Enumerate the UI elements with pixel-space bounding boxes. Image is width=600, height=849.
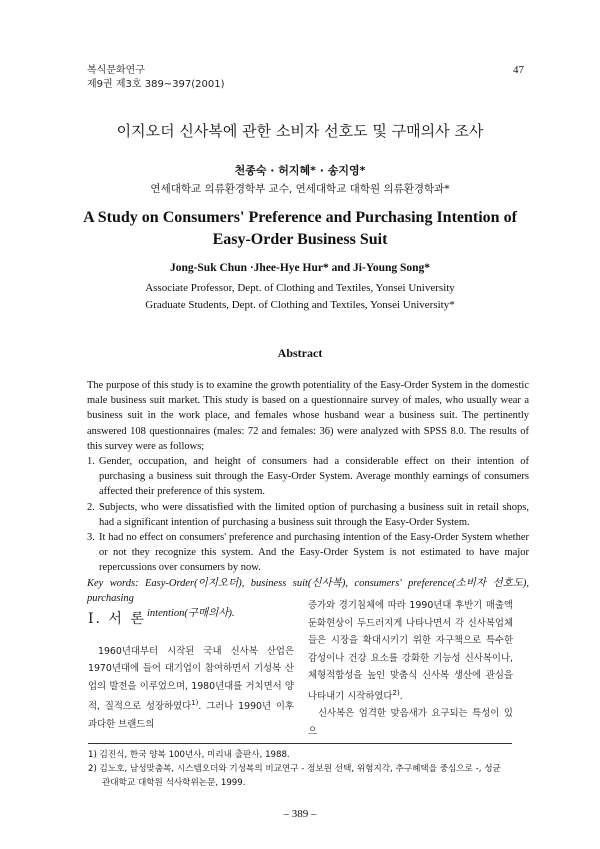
section-heading: I. 서 론 xyxy=(88,611,146,627)
abstract-heading: Abstract xyxy=(277,346,323,360)
journal-volume: 제9권 제3호 389~397(2001) xyxy=(87,79,225,90)
findings-list xyxy=(87,454,529,576)
english-title xyxy=(60,207,540,251)
footnote-2: 2) 김노호, 남성맞춤복, 시스템오더와 기성복의 비교연구 - 정보원 선택, 위험지각, 추구혜택을 중심으로 -, 성균 xyxy=(88,764,501,774)
finding-item: 1. Gender, occupation, and height of consumers had a considerable effect on their intention of purchasing a business suit through the Easy-Order System. Average monthly earnings of consumers affected their preference of this system. xyxy=(87,456,529,498)
footnote-divider xyxy=(88,743,512,744)
keywords-line2: intention(구매의사). xyxy=(147,608,235,620)
keywords-line1: Key words: Easy-Order(이지오더), business suit(신사복), consumers' preference(소비자 선호도), purchasing xyxy=(87,577,529,604)
journal-header xyxy=(87,64,225,92)
abstract-body xyxy=(87,378,529,621)
korean-authors: 천종숙 · 허지혜* · 송지영* xyxy=(234,164,366,177)
footnote-ref: 2) xyxy=(392,688,400,697)
english-authors: Jong-Suk Chun ·Jhee-Hye Hur* and Ji-Young Song* xyxy=(169,262,431,274)
korean-title: 이지오더 신사복에 관한 소비자 선호도 및 구매의사 조사 xyxy=(116,122,484,140)
finding-item: 2. Subjects, who were dissatisfied with the limited option of purchasing a business suit in retail shops, had a significant intention of purchasing a business suit through the Easy-Order System. xyxy=(87,501,529,528)
footnote-1: 1) 김진식, 한국 양복 100년사, 미리내 출판사, 1988. xyxy=(88,750,290,760)
english-title-line2: Easy-Order Business Suit xyxy=(212,231,388,248)
footnote-2-cont: 관대학교 대학원 석사학위논문, 1999. xyxy=(102,778,246,788)
footnotes xyxy=(88,748,512,790)
body-column-left xyxy=(88,597,294,733)
abstract-intro: The purpose of this study is to examine the growth potentiality of the Easy-Order System in the domestic male business suit market. This study is based on a questionnaire survey of males, who usually wear a business suit in the work place, and females whose husband wear a business suit. The pertinently answered 108 questionnaires (males: 72 and females: 36) were analyzed with SPSS 8.0. The results of this survey were as follows; xyxy=(87,380,529,452)
body-paragraph: 신사복은 엄격한 맞음새가 요구되는 특성이 있으 xyxy=(308,708,513,737)
body-column-right xyxy=(308,597,513,740)
korean-affiliation: 연세대학교 의류환경학부 교수, 연세대학교 대학원 의류환경학과* xyxy=(150,183,450,195)
journal-name: 복식문화연구 xyxy=(87,65,145,76)
affiliation-line1: Associate Professor, Dept. of Clothing and Textiles, Yonsei University xyxy=(145,282,455,294)
footnote-ref: 1) xyxy=(191,699,199,707)
page-number-top: 47 xyxy=(513,64,524,76)
english-affiliation xyxy=(0,280,600,314)
finding-item: 3. It had no effect on consumers' preference and purchasing intention of the Easy-Order System whether or not they recognize this system. And the Easy-Order System is not estimated to have major repercussions over consumers by now. xyxy=(87,532,529,574)
english-title-line1: A Study on Consumers' Preference and Purchasing Intention of xyxy=(83,209,517,226)
body-paragraph: 증가와 경기침체에 따라 1990년대 후반기 매출액 둔화현상이 두드러지게 나타나면서 각 신사복업체들은 시장을 확대시키기 위한 자구책으로 특수한 감성이나 건강 요소를 강화한 기능성 신사복이나, 체형적합성을 높인 맞춤식 신사복 생산에 관심을 나타내기 시작하였다$^{2)}$. xyxy=(308,600,513,702)
body-paragraph: 1960년대부터 시작된 국내 신사복 산업은 1970년대에 들어 대기업이 참여하면서 기성복 산업의 발전을 이루었으며, 1980년대를 거치면서 양적, 질적으로 성장하였다$^{1)}$. 그러나 1990년 이후 과다한 브랜드의 xyxy=(88,645,294,730)
page-number-bottom: – 389 – xyxy=(283,808,317,820)
affiliation-line2: Graduate Students, Dept. of Clothing and Textiles, Yonsei University* xyxy=(145,299,455,311)
